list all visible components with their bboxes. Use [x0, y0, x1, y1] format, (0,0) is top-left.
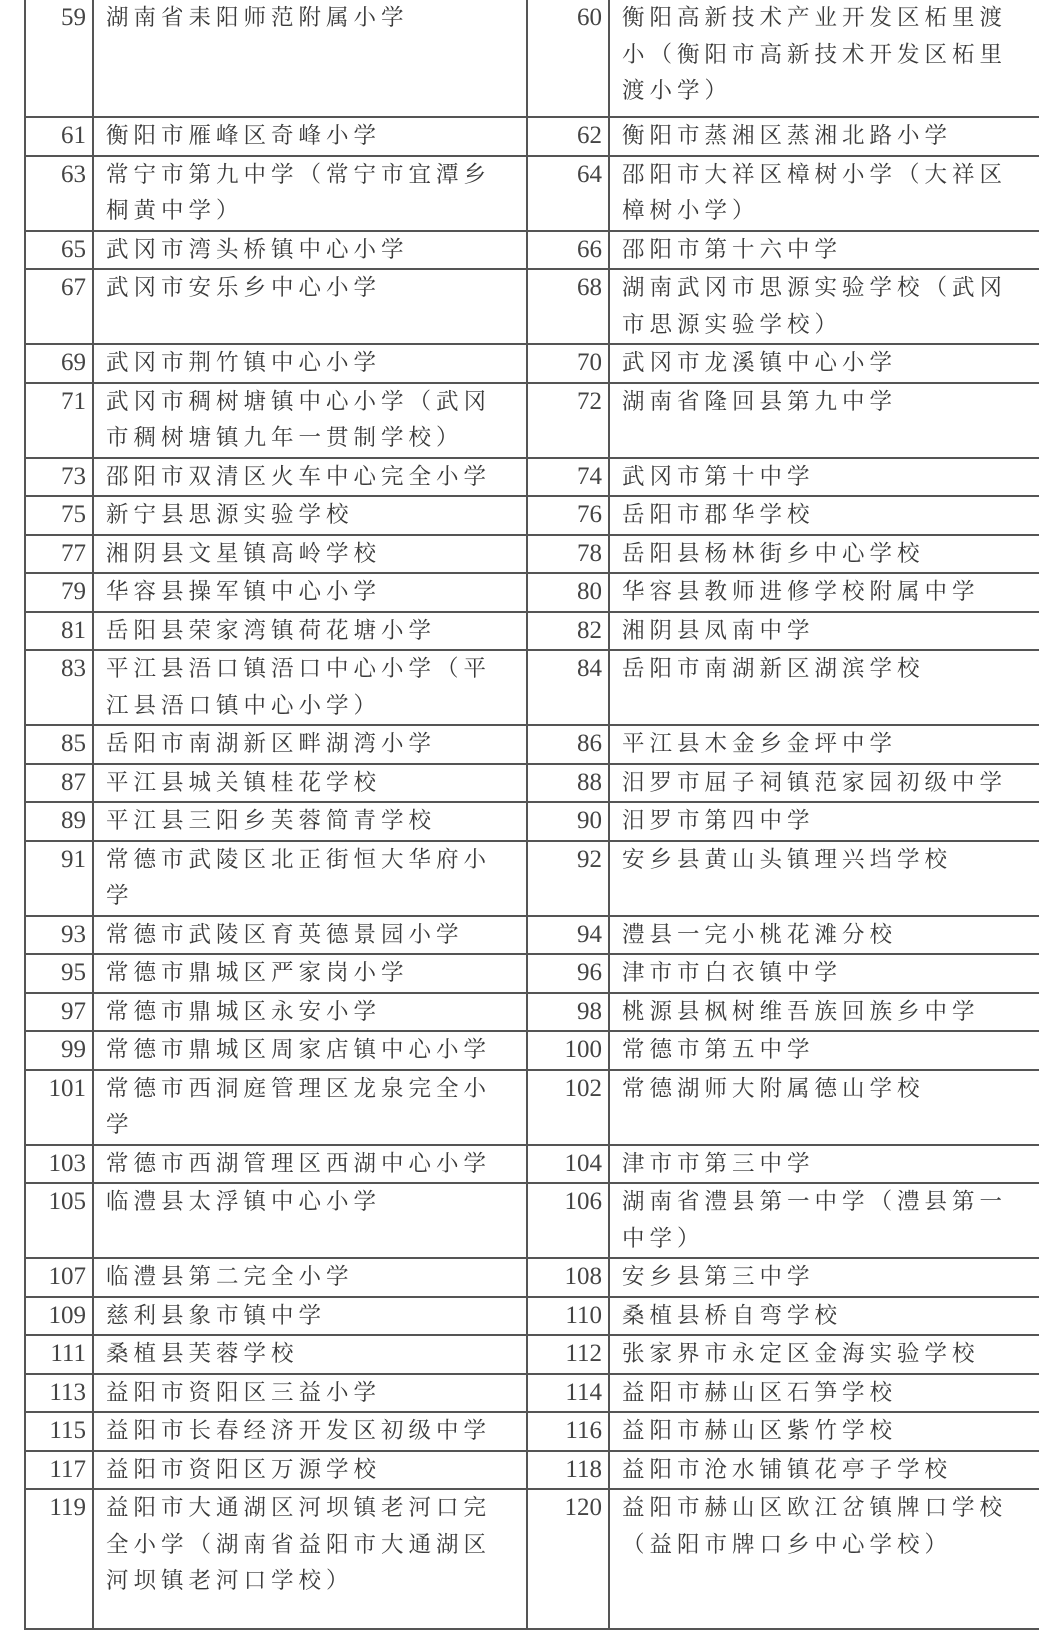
school-number: 97 — [25, 993, 93, 1032]
school-name: 益阳市资阳区万源学校 — [93, 1451, 527, 1490]
school-number: 112 — [527, 1335, 609, 1374]
school-number: 82 — [527, 612, 609, 651]
school-name: 湖南武冈市思源实验学校（武冈市思源实验学校） — [609, 269, 1039, 344]
school-number: 91 — [25, 841, 93, 916]
school-number: 66 — [527, 231, 609, 270]
school-name: 益阳市赫山区欧江岔镇牌口学校（益阳市牌口乡中心学校） — [609, 1489, 1039, 1629]
school-number: 77 — [25, 535, 93, 574]
school-name: 常德市鼎城区永安小学 — [93, 993, 527, 1032]
table-row — [25, 573, 1039, 612]
school-name: 常德湖师大附属德山学校 — [609, 1070, 1039, 1145]
table-row — [25, 650, 1039, 725]
school-number: 62 — [527, 117, 609, 156]
school-number: 107 — [25, 1258, 93, 1297]
school-name: 邵阳市第十六中学 — [609, 231, 1039, 270]
school-number: 78 — [527, 535, 609, 574]
school-name: 华容县教师进修学校附属中学 — [609, 573, 1039, 612]
school-number: 108 — [527, 1258, 609, 1297]
school-name: 衡阳市雁峰区奇峰小学 — [93, 117, 527, 156]
school-number: 89 — [25, 802, 93, 841]
school-name: 常宁市第九中学（常宁市宜潭乡桐黄中学） — [93, 156, 527, 231]
table-row — [25, 841, 1039, 916]
table-row — [25, 1412, 1039, 1451]
table-row — [25, 1145, 1039, 1184]
school-name: 慈利县象市镇中学 — [93, 1297, 527, 1336]
school-name: 汨罗市屈子祠镇范家园初级中学 — [609, 764, 1039, 803]
school-name: 华容县操军镇中心小学 — [93, 573, 527, 612]
school-name: 津市市第三中学 — [609, 1145, 1039, 1184]
school-name: 武冈市荆竹镇中心小学 — [93, 344, 527, 383]
school-name: 安乡县第三中学 — [609, 1258, 1039, 1297]
school-number: 75 — [25, 496, 93, 535]
school-number: 81 — [25, 612, 93, 651]
school-number: 60 — [527, 0, 609, 117]
school-name: 岳阳县杨林街乡中心学校 — [609, 535, 1039, 574]
school-number: 88 — [527, 764, 609, 803]
school-name: 益阳市赫山区石笋学校 — [609, 1374, 1039, 1413]
school-name: 湖南省耒阳师范附属小学 — [93, 0, 527, 117]
school-number: 80 — [527, 573, 609, 612]
table-row — [25, 231, 1039, 270]
school-name: 澧县一完小桃花滩分校 — [609, 916, 1039, 955]
school-number: 98 — [527, 993, 609, 1032]
table-row — [25, 1297, 1039, 1336]
school-name: 衡阳市蒸湘区蒸湘北路小学 — [609, 117, 1039, 156]
school-name: 汨罗市第四中学 — [609, 802, 1039, 841]
school-name: 桃源县枫树维吾族回族乡中学 — [609, 993, 1039, 1032]
school-name: 益阳市赫山区紫竹学校 — [609, 1412, 1039, 1451]
table-row — [25, 725, 1039, 764]
school-name: 武冈市龙溪镇中心小学 — [609, 344, 1039, 383]
school-number: 59 — [25, 0, 93, 117]
school-name: 武冈市安乐乡中心小学 — [93, 269, 527, 344]
school-name: 张家界市永定区金海实验学校 — [609, 1335, 1039, 1374]
table-row — [25, 802, 1039, 841]
school-number: 99 — [25, 1031, 93, 1070]
school-name: 武冈市第十中学 — [609, 458, 1039, 497]
table-row — [25, 1258, 1039, 1297]
table-body — [25, 0, 1039, 1629]
school-number: 87 — [25, 764, 93, 803]
school-number: 109 — [25, 1297, 93, 1336]
table-row — [25, 344, 1039, 383]
table-row — [25, 458, 1039, 497]
school-name: 益阳市资阳区三益小学 — [93, 1374, 527, 1413]
school-name: 湖南省隆回县第九中学 — [609, 383, 1039, 458]
school-number: 105 — [25, 1183, 93, 1258]
school-number: 63 — [25, 156, 93, 231]
school-number: 72 — [527, 383, 609, 458]
school-name: 桑植县桥自弯学校 — [609, 1297, 1039, 1336]
school-number: 61 — [25, 117, 93, 156]
table-row — [25, 156, 1039, 231]
school-name: 平江县三阳乡芙蓉简青学校 — [93, 802, 527, 841]
school-number: 106 — [527, 1183, 609, 1258]
school-name: 岳阳市郡华学校 — [609, 496, 1039, 535]
school-number: 100 — [527, 1031, 609, 1070]
school-number: 120 — [527, 1489, 609, 1629]
school-name: 常德市第五中学 — [609, 1031, 1039, 1070]
table-row — [25, 535, 1039, 574]
table-row — [25, 1335, 1039, 1374]
school-number: 103 — [25, 1145, 93, 1184]
school-name: 邵阳市大祥区樟树小学（大祥区樟树小学） — [609, 156, 1039, 231]
school-name: 衡阳高新技术产业开发区柘里渡小（衡阳市高新技术开发区柘里渡小学） — [609, 0, 1039, 117]
school-name: 常德市武陵区北正街恒大华府小学 — [93, 841, 527, 916]
school-name: 湘阴县凤南中学 — [609, 612, 1039, 651]
school-name: 常德市西洞庭管理区龙泉完全小学 — [93, 1070, 527, 1145]
school-name: 临澧县第二完全小学 — [93, 1258, 527, 1297]
table-row — [25, 1451, 1039, 1490]
school-number: 65 — [25, 231, 93, 270]
school-number: 79 — [25, 573, 93, 612]
school-name: 安乡县黄山头镇理兴垱学校 — [609, 841, 1039, 916]
school-number: 74 — [527, 458, 609, 497]
school-number: 101 — [25, 1070, 93, 1145]
school-name: 武冈市稠树塘镇中心小学（武冈市稠树塘镇九年一贯制学校） — [93, 383, 527, 458]
school-number: 67 — [25, 269, 93, 344]
school-name: 湖南省澧县第一中学（澧县第一中学） — [609, 1183, 1039, 1258]
school-name: 平江县浯口镇浯口中心小学（平江县浯口镇中心小学） — [93, 650, 527, 725]
school-name: 桑植县芙蓉学校 — [93, 1335, 527, 1374]
school-number: 85 — [25, 725, 93, 764]
school-number: 118 — [527, 1451, 609, 1490]
school-number: 113 — [25, 1374, 93, 1413]
school-number: 95 — [25, 954, 93, 993]
school-number: 94 — [527, 916, 609, 955]
school-number: 90 — [527, 802, 609, 841]
school-number: 83 — [25, 650, 93, 725]
school-name: 常德市鼎城区严家岗小学 — [93, 954, 527, 993]
table-row — [25, 269, 1039, 344]
table-row — [25, 1489, 1039, 1629]
school-number: 70 — [527, 344, 609, 383]
school-name: 益阳市沧水铺镇花亭子学校 — [609, 1451, 1039, 1490]
table-row — [25, 954, 1039, 993]
school-number: 93 — [25, 916, 93, 955]
school-number: 76 — [527, 496, 609, 535]
school-name: 益阳市大通湖区河坝镇老河口完全小学（湖南省益阳市大通湖区河坝镇老河口学校） — [93, 1489, 527, 1629]
school-name: 平江县木金乡金坪中学 — [609, 725, 1039, 764]
school-name: 平江县城关镇桂花学校 — [93, 764, 527, 803]
school-name: 邵阳市双清区火车中心完全小学 — [93, 458, 527, 497]
school-name: 岳阳市南湖新区畔湖湾小学 — [93, 725, 527, 764]
school-name: 津市市白衣镇中学 — [609, 954, 1039, 993]
school-number: 115 — [25, 1412, 93, 1451]
school-name: 临澧县太浮镇中心小学 — [93, 1183, 527, 1258]
school-number: 117 — [25, 1451, 93, 1490]
school-name: 常德市西湖管理区西湖中心小学 — [93, 1145, 527, 1184]
table-row — [25, 1183, 1039, 1258]
table-row — [25, 1070, 1039, 1145]
school-number: 110 — [527, 1297, 609, 1336]
school-number: 68 — [527, 269, 609, 344]
table-row — [25, 0, 1039, 117]
school-number: 111 — [25, 1335, 93, 1374]
school-name: 岳阳县荣家湾镇荷花塘小学 — [93, 612, 527, 651]
school-number: 102 — [527, 1070, 609, 1145]
table-row — [25, 1374, 1039, 1413]
table-row — [25, 1031, 1039, 1070]
table-row — [25, 496, 1039, 535]
school-name: 岳阳市南湖新区湖滨学校 — [609, 650, 1039, 725]
school-list-table — [24, 0, 1039, 1630]
table-row — [25, 916, 1039, 955]
table-row — [25, 383, 1039, 458]
school-number: 114 — [527, 1374, 609, 1413]
school-number: 71 — [25, 383, 93, 458]
school-number: 92 — [527, 841, 609, 916]
school-number: 86 — [527, 725, 609, 764]
school-name: 武冈市湾头桥镇中心小学 — [93, 231, 527, 270]
school-number: 116 — [527, 1412, 609, 1451]
table-row — [25, 764, 1039, 803]
school-name: 益阳市长春经济开发区初级中学 — [93, 1412, 527, 1451]
school-number: 69 — [25, 344, 93, 383]
school-number: 96 — [527, 954, 609, 993]
school-name: 新宁县思源实验学校 — [93, 496, 527, 535]
table-row — [25, 612, 1039, 651]
school-number: 73 — [25, 458, 93, 497]
table-row — [25, 117, 1039, 156]
school-name: 常德市鼎城区周家店镇中心小学 — [93, 1031, 527, 1070]
school-number: 84 — [527, 650, 609, 725]
table-row — [25, 993, 1039, 1032]
school-number: 64 — [527, 156, 609, 231]
school-name: 湘阴县文星镇高岭学校 — [93, 535, 527, 574]
school-name: 常德市武陵区育英德景园小学 — [93, 916, 527, 955]
school-number: 119 — [25, 1489, 93, 1629]
school-number: 104 — [527, 1145, 609, 1184]
